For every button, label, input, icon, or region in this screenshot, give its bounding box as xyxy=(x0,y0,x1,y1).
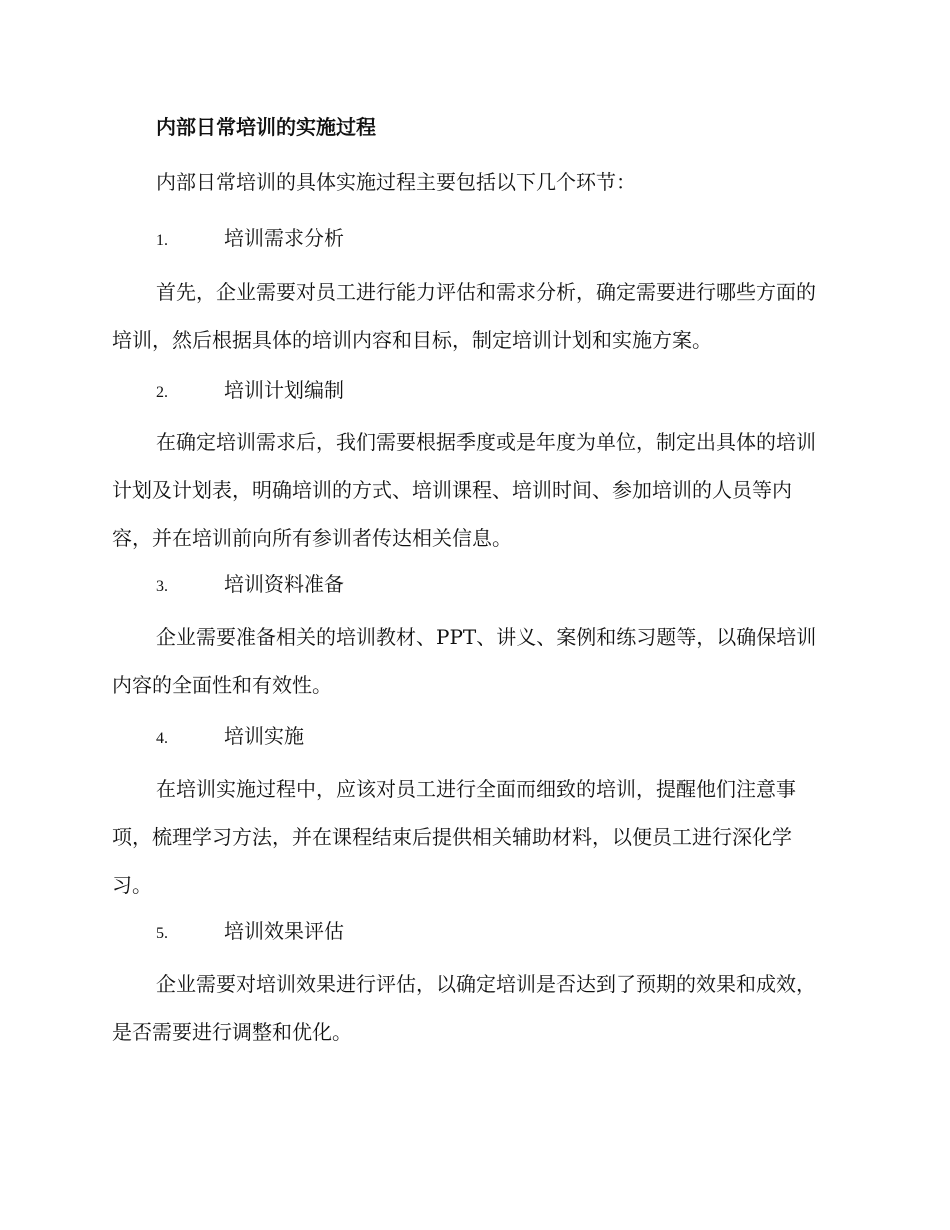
section-heading-label: 培训计划编制 xyxy=(224,378,344,402)
section-heading-3 xyxy=(156,570,344,601)
section-body-3: 企业需要准备相关的培训教材、PPT、讲义、案例和练习题等，以确保培训内容的全面性和有效性。 xyxy=(112,625,817,697)
section-body-5: 企业需要对培训效果进行评估，以确定培训是否达到了预期的效果和成效，是否需要进行调整和优化。 xyxy=(112,972,816,1044)
document-title: 内部日常培训的实施过程 xyxy=(156,115,376,139)
section-heading-label: 培训效果评估 xyxy=(224,919,344,943)
section-heading-5 xyxy=(156,917,344,948)
section-number: 4. xyxy=(156,730,168,747)
section-heading-label: 培训资料准备 xyxy=(224,572,344,596)
section-heading-1 xyxy=(156,224,344,255)
section-number: 3. xyxy=(156,578,168,595)
section-number: 2. xyxy=(156,384,168,401)
section-body-2: 在确定培训需求后，我们需要根据季度或是年度为单位，制定出具体的培训计划及计划表，明确培训的方式、培训课程、培训时间、参加培训的人员等内容，并在培训前向所有参训者传达相关信息。 xyxy=(112,430,816,550)
section-heading-label: 培训需求分析 xyxy=(224,226,344,250)
section-number: 1. xyxy=(156,232,168,249)
intro-paragraph: 内部日常培训的具体实施过程主要包括以下几个环节： xyxy=(156,170,636,194)
section-heading-2 xyxy=(156,376,344,407)
section-number: 5. xyxy=(156,925,168,942)
section-heading-label: 培训实施 xyxy=(224,724,304,748)
section-body-4: 在培训实施过程中，应该对员工进行全面而细致的培训，提醒他们注意事项，梳理学习方法，并在课程结束后提供相关辅助材料，以便员工进行深化学习。 xyxy=(112,777,796,897)
section-heading-4 xyxy=(156,722,304,753)
section-body-1: 首先，企业需要对员工进行能力评估和需求分析，确定需要进行哪些方面的培训，然后根据具体的培训内容和目标，制定培训计划和实施方案。 xyxy=(112,280,816,352)
